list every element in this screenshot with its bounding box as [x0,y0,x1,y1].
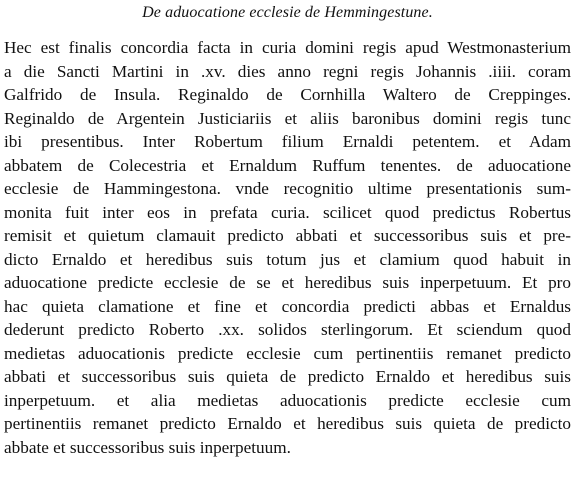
body-line: Hec est finalis concordia facta in curia domini regis apud Westmonasterium [4,38,571,57]
body-line: hac quieta clamatione et fine et concordia predicti abbas et Ernaldus [4,296,571,316]
body-line: pertinentiis remanet predicto Ernaldo et heredibus suis quieta de predicto [4,414,571,433]
body-line: Reginaldo de Argentein Justiciariis et aliis baronibus domini regis tunc [4,108,571,128]
body-line: aduocatione predicte ecclesie de se et heredibus suis inperpetuum. Et pro [4,273,571,292]
body-line: dicto Ernaldo et heredibus suis totum jus et clamium quod habuit in [4,249,571,269]
body-line: abbate et successoribus suis inperpetuum. [4,437,291,457]
document-body [0,36,575,459]
body-line: inperpetuum. et alia medietas aduocationis predicte ecclesie cum [4,390,571,410]
body-line: monita fuit inter eos in prefata curia. scilicet quod predictus Robertus [4,202,571,222]
body-line: Galfrido de Insula. Reginaldo de Cornhilla Waltero de Creppinges. [4,85,571,104]
body-line: ecclesie de Hammingestona. vnde recognitio ultime presentationis sum- [4,179,571,198]
body-line: medietas aduocationis predicte ecclesie cum pertinentiis remanet predicto [4,343,571,363]
body-line: dederunt predicto Roberto .xx. solidos sterlingorum. Et sciendum quod [4,320,571,339]
body-line: remisit et quietum clamauit predicto abbati et successoribus suis et pre- [4,226,571,245]
body-line: a die Sancti Martini in .xv. dies anno regni regis Johannis .iiii. coram [4,61,571,81]
body-line: ibi presentibus. Inter Robertum filium Ernaldi petentem. et Adam [4,132,571,151]
document-title: De aduocatione ecclesie de Hemmingestune. [142,4,433,21]
body-line: abbatem de Colecestria et Ernaldum Ruffum tenentes. de aduocatione [4,155,571,175]
body-line: abbati et successoribus suis quieta de predicto Ernaldo et heredibus suis [4,367,571,386]
